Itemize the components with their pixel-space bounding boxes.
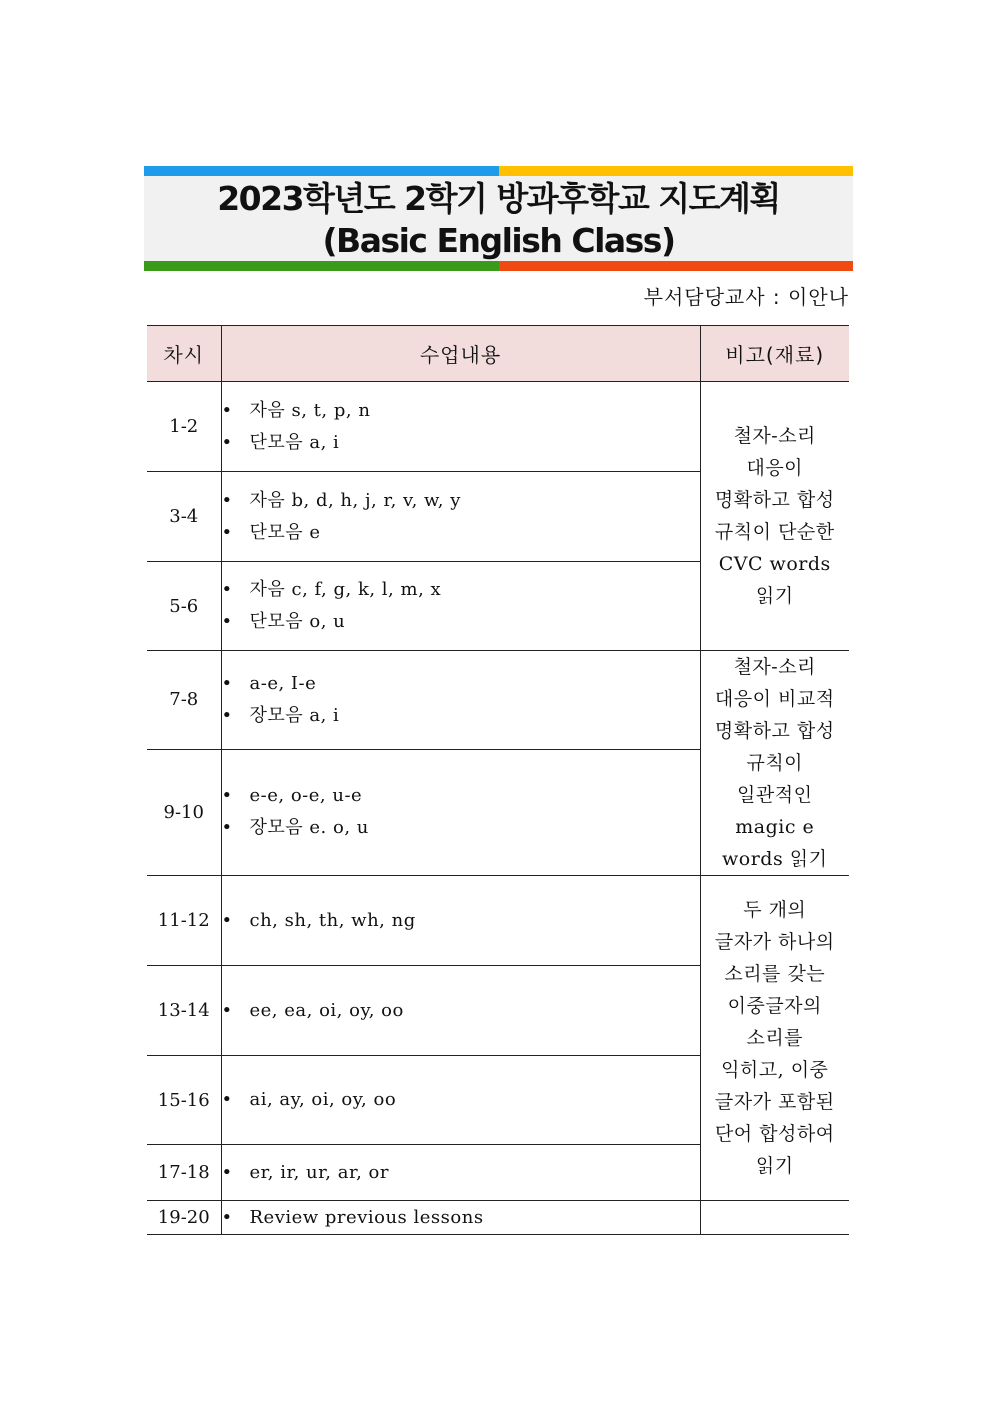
item-text: 단모음 e — [249, 521, 321, 543]
bullet-icon: • — [221, 999, 233, 1021]
bullet-icon: • — [221, 817, 233, 839]
note-line: 글자가 포함된 — [714, 1091, 835, 1113]
header-note: 비고(재료) — [700, 326, 849, 382]
list-item — [222, 517, 700, 549]
note-line: 단어 합성하여 — [714, 1123, 835, 1145]
note-line: 규칙이 단순한 — [714, 521, 835, 543]
note-line: CVC words — [718, 553, 831, 575]
bullet-icon: • — [221, 785, 233, 807]
note-line: 일관적인 — [737, 784, 813, 806]
item-text: Review previous lessons — [249, 1206, 484, 1228]
item-text: 장모음 e. o, u — [249, 817, 369, 839]
note-line: 이중글자의 — [727, 995, 822, 1017]
session-cell: 11-12 — [147, 876, 221, 966]
note-line: 읽기 — [755, 1155, 794, 1177]
session-cell: 7-8 — [147, 651, 221, 750]
session-cell: 9-10 — [147, 749, 221, 876]
note-line: 두 개의 — [743, 899, 807, 921]
content-cell — [221, 651, 700, 750]
title-line-2: (Basic English Class) — [322, 221, 675, 260]
document-title — [144, 178, 853, 262]
content-cell — [221, 876, 700, 966]
bullet-icon: • — [221, 431, 233, 453]
note-cell-empty — [700, 1201, 849, 1235]
bullet-icon: • — [221, 1206, 233, 1228]
item-text: 장모음 a, i — [249, 704, 340, 726]
note-cell — [700, 382, 849, 651]
note-line: 글자가 하나의 — [714, 931, 835, 953]
item-text: ai, ay, oi, oy, oo — [249, 1089, 397, 1110]
list-item — [222, 395, 700, 427]
item-text: a-e, I-e — [249, 672, 317, 694]
bullet-icon: • — [221, 1161, 233, 1183]
header-content: 수업내용 — [221, 326, 700, 382]
table-header-row — [147, 326, 849, 382]
teacher-line: 부서담당교사 : 이안나 — [643, 285, 849, 309]
table-row — [147, 651, 849, 750]
item-text: 자음 c, f, g, k, l, m, x — [249, 579, 442, 600]
title-bar-orange — [499, 261, 853, 271]
item-text: e-e, o-e, u-e — [249, 785, 363, 807]
session-cell: 19-20 — [147, 1201, 221, 1235]
note-line: 소리를 — [746, 1027, 804, 1049]
content-cell — [221, 562, 700, 651]
note-line: 규칙이 — [746, 752, 804, 774]
item-text: er, ir, ur, ar, or — [249, 1161, 389, 1183]
note-line: 철자-소리 — [733, 656, 816, 678]
list-item — [222, 700, 700, 732]
list-item — [222, 812, 700, 844]
item-text: 단모음 o, u — [249, 611, 346, 632]
session-cell: 17-18 — [147, 1145, 221, 1201]
list-item — [222, 780, 700, 812]
title-bar-green — [144, 261, 499, 271]
session-cell: 13-14 — [147, 966, 221, 1056]
list-item — [222, 995, 700, 1027]
note-line: 명확하고 합성 — [714, 720, 835, 742]
note-line: magic e — [735, 816, 815, 838]
list-item — [222, 485, 700, 517]
note-line: 읽기 — [755, 585, 794, 607]
bullet-icon: • — [221, 489, 233, 511]
content-cell — [221, 1056, 700, 1145]
table-row — [147, 382, 849, 472]
item-text: ch, sh, th, wh, ng — [249, 909, 416, 931]
note-cell — [700, 876, 849, 1201]
content-cell — [221, 472, 700, 562]
item-text: 단모음 a, i — [249, 431, 340, 453]
bullet-icon: • — [221, 579, 233, 600]
header-session: 차시 — [147, 326, 221, 382]
note-line: 명확하고 합성 — [714, 489, 835, 511]
item-text: ee, ea, oi, oy, oo — [249, 999, 404, 1021]
session-cell: 15-16 — [147, 1056, 221, 1145]
title-banner — [144, 166, 853, 271]
session-cell: 1-2 — [147, 382, 221, 472]
content-cell — [221, 966, 700, 1056]
list-item — [222, 1202, 700, 1234]
note-cell — [700, 651, 849, 876]
list-item — [222, 574, 700, 606]
bullet-icon: • — [221, 521, 233, 543]
list-item — [222, 1157, 700, 1189]
bullet-icon: • — [221, 611, 233, 632]
session-cell: 3-4 — [147, 472, 221, 562]
list-item — [222, 905, 700, 937]
content-cell — [221, 749, 700, 876]
list-item — [222, 427, 700, 459]
note-line: 대응이 — [746, 457, 804, 479]
list-item — [222, 606, 700, 638]
bullet-icon: • — [221, 909, 233, 931]
bullet-icon: • — [221, 704, 233, 726]
note-line: 철자-소리 — [733, 425, 816, 447]
table-row — [147, 876, 849, 966]
title-line-1: 2023학년도 2학기 방과후학교 지도계획 — [217, 179, 780, 218]
title-bar-yellow — [499, 166, 853, 176]
note-line: words 읽기 — [722, 848, 828, 870]
session-cell: 5-6 — [147, 562, 221, 651]
list-item — [222, 668, 700, 700]
content-cell — [221, 382, 700, 472]
table-row — [147, 1201, 849, 1235]
content-cell — [221, 1145, 700, 1201]
item-text: 자음 s, t, p, n — [249, 399, 371, 421]
content-cell — [221, 1201, 700, 1235]
note-line: 익히고, 이중 — [721, 1059, 829, 1081]
lesson-plan-table — [147, 325, 849, 1235]
bullet-icon: • — [221, 399, 233, 421]
bullet-icon: • — [221, 1089, 233, 1110]
title-bar-blue — [144, 166, 499, 176]
bullet-icon: • — [221, 672, 233, 694]
list-item — [222, 1084, 700, 1116]
note-line: 소리를 갖는 — [724, 963, 826, 985]
item-text: 자음 b, d, h, j, r, v, w, y — [249, 489, 461, 511]
note-line: 대응이 비교적 — [714, 688, 835, 710]
